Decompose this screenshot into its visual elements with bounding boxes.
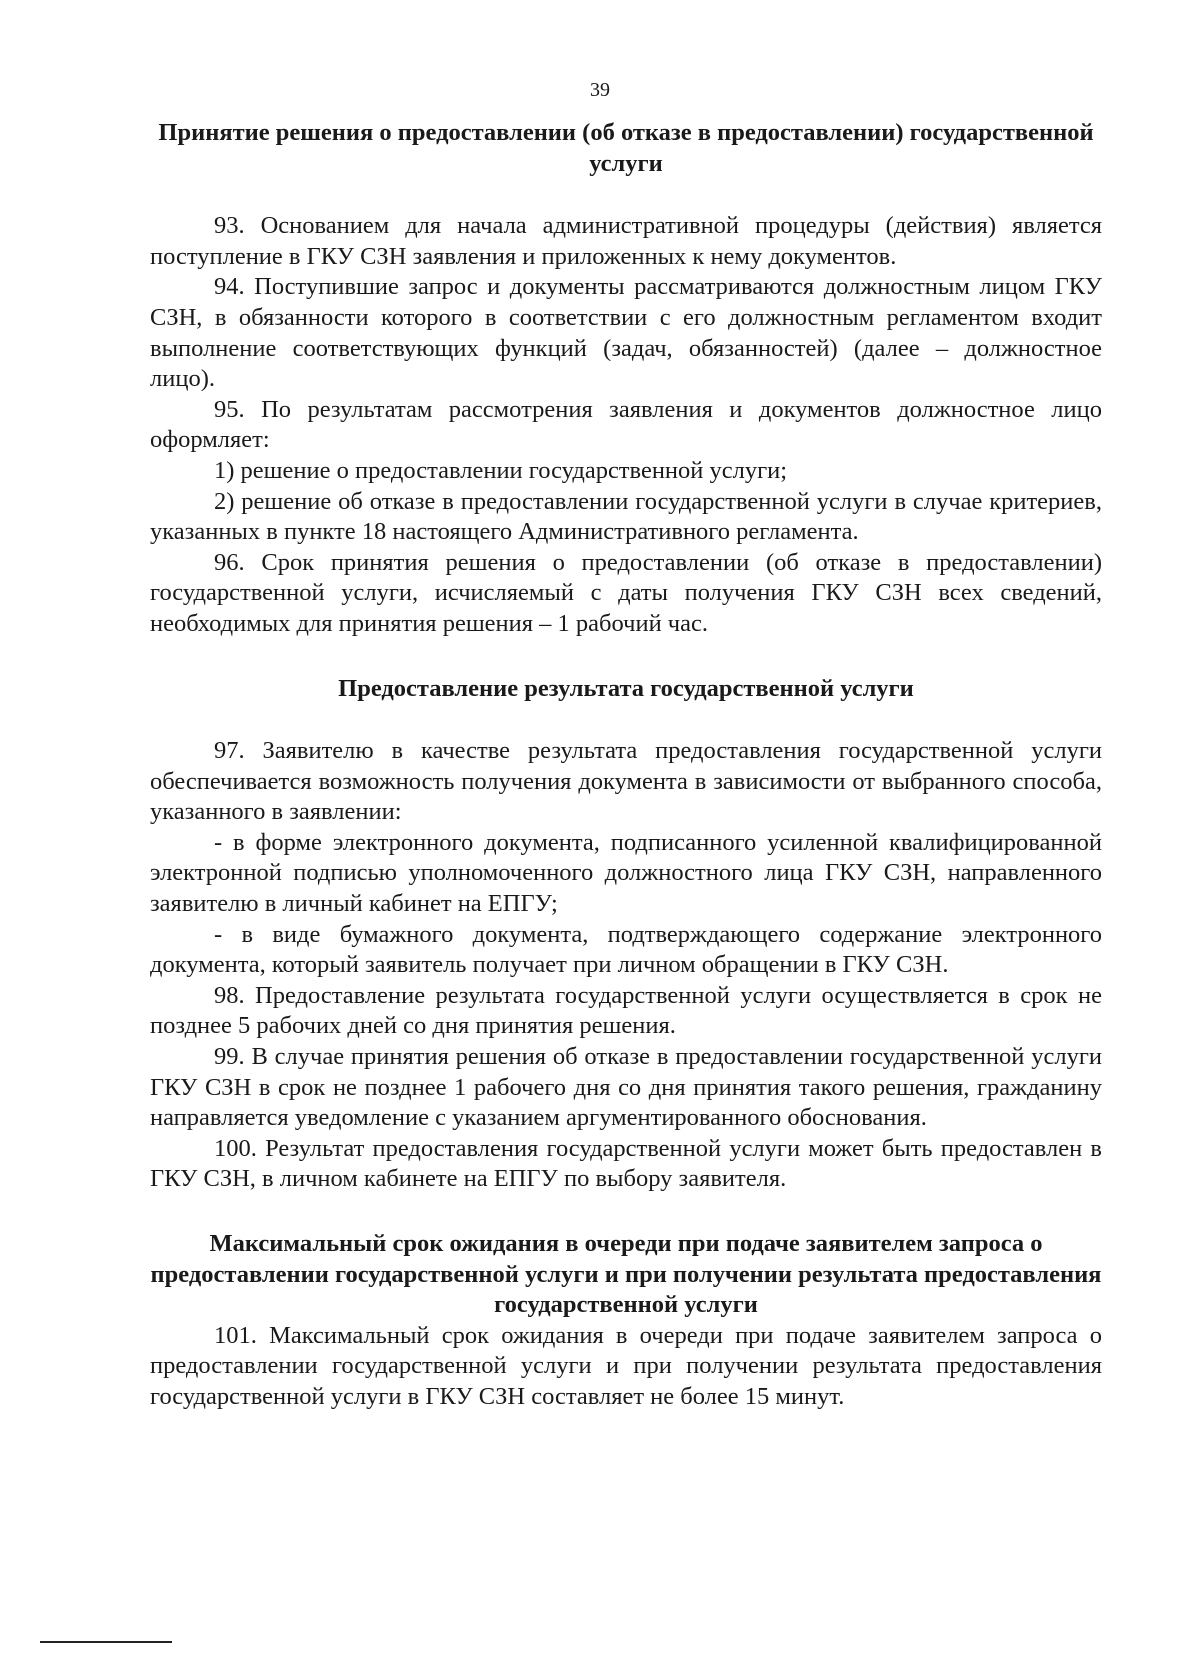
paragraph-100: 100. Результат предоставления государственной услуги может быть предоставлен в ГКУ СЗН, в личном кабинете на ЕПГУ по выбору заявителя. <box>150 1134 1102 1193</box>
paragraph-97: 97. Заявителю в качестве результата предоставления государственной услуги обеспечивается возможность получения документа в зависимости от выбранного способа, указанного в заявлении: <box>150 737 1102 826</box>
list-item-paper: - в виде бумажного документа, подтверждающего содержание электронного документа, который заявитель получает при личном обращении в ГКУ СЗН. <box>150 920 1102 979</box>
paragraph-93: 93. Основанием для начала административной процедуры (действия) является поступление в ГКУ СЗН заявления и приложенных к нему документов. <box>150 212 1102 270</box>
paragraph-99: 99. В случае принятия решения об отказе в предоставлении государственной услуги ГКУ СЗН в срок не позднее 1 рабочего дня со дня принятия такого решения, гражданину направляется уведомление с указанием аргументированного обоснования. <box>150 1043 1102 1132</box>
paragraph-95: 95. По результатам рассмотрения заявления и документов должностное лицо оформляет: <box>150 395 1102 454</box>
list-item-1: 1) решение о предоставлении государственной услуги; <box>214 456 788 484</box>
section-heading-queue: Максимальный срок ожидания в очереди при подаче заявителем запроса о предоставлении государственной услуги и при получении результата предоставления государственной услуги <box>150 1230 1102 1319</box>
paragraph-98: 98. Предоставление результата государственной услуги осуществляется в срок не позднее 5 рабочих дней со дня принятия решения. <box>150 981 1102 1040</box>
page-content <box>150 118 1102 1413</box>
paragraph-96: 96. Срок принятия решения о предоставлении (об отказе в предоставлении) государственной услуги, исчисляемый с даты получения ГКУ СЗН всех сведений, необходимых для принятия решения – 1 рабочий час. <box>150 548 1102 637</box>
paragraph-94: 94. Поступившие запрос и документы рассматриваются должностным лицом ГКУ СЗН, в обязанности которого в соответствии с его должностным регламентом входит выполнение соответствующих функций (задач, обязанностей) (далее – должностное лицо). <box>150 273 1102 393</box>
list-item-2: 2) решение об отказе в предоставлении государственной услуги в случае критериев, указанных в пункте 18 настоящего Административного регламента. <box>150 487 1102 546</box>
page-number: 39 <box>590 79 610 101</box>
section-heading-decision: Принятие решения о предоставлении (об отказе в предоставлении) государственной услуги <box>158 119 1094 177</box>
list-item-electronic: - в форме электронного документа, подписанного усиленной квалифицированной электронной подписью уполномоченного должностного лица ГКУ СЗН, направленного заявителю в личный кабинет на ЕПГУ; <box>150 828 1102 918</box>
footnote-divider <box>40 1641 172 1643</box>
section-heading-result: Предоставление результата государственной услуги <box>338 674 914 702</box>
paragraph-101: 101. Максимальный срок ожидания в очереди при подаче заявителем запроса о предоставлении государственной услуги и при получении результата предоставления государственной услуги в ГКУ СЗН составляет не более 15 минут. <box>150 1321 1102 1410</box>
